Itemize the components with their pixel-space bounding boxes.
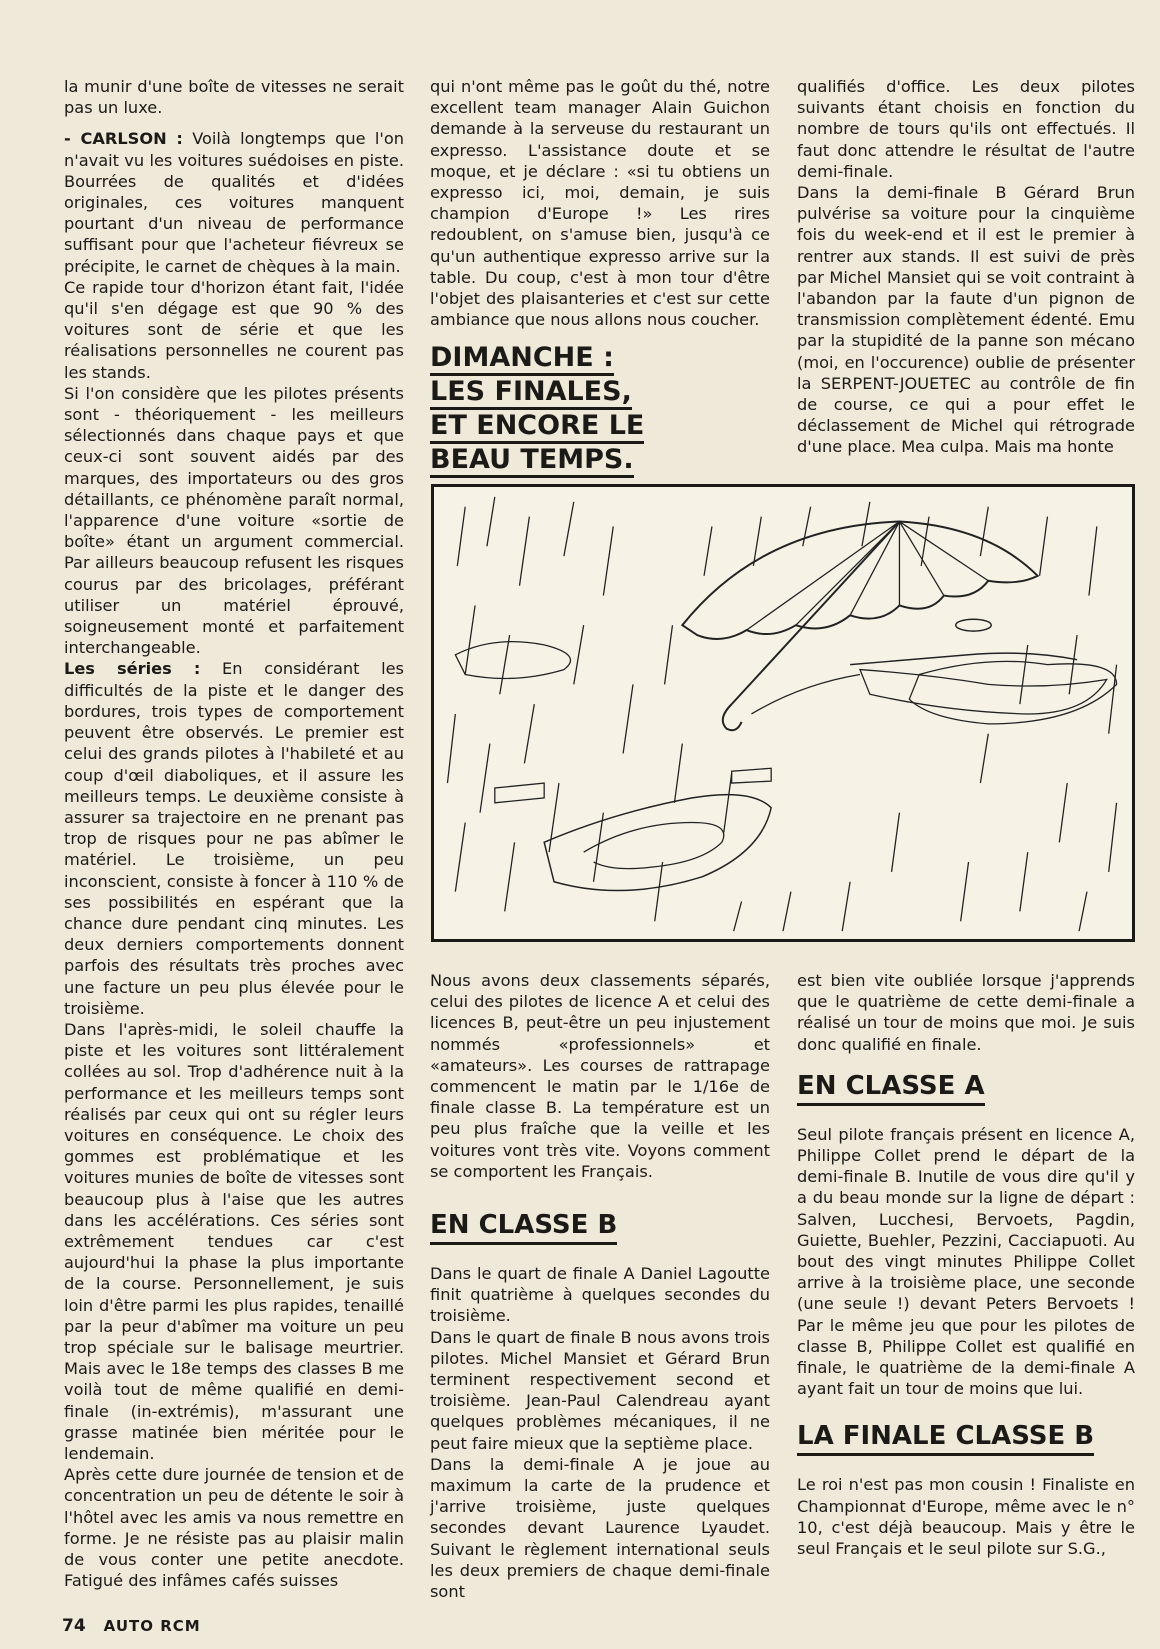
paragraph: qualifiés d'office. Les deux pilotes suivants étant choisis en fonction du nombre de tours qu'ils ont effectués. Il faut donc attendre le résultat de l'autre demi-finale. bbox=[797, 77, 1135, 181]
paragraph-lead: Les séries : bbox=[64, 659, 201, 679]
heading-line: LES FINALES, bbox=[430, 376, 632, 410]
section-heading-classe-a: EN CLASSE A bbox=[797, 1071, 985, 1106]
heading-line: BEAU TEMPS. bbox=[430, 444, 634, 478]
article-column-2-bottom bbox=[430, 970, 770, 1602]
publication-name: AUTO RCM bbox=[103, 1617, 201, 1635]
paragraph: Dans le quart de finale A Daniel Lagoutte finit quatrième à quelques secondes du troisième. bbox=[430, 1264, 770, 1326]
heading-line: DIMANCHE : bbox=[430, 342, 614, 376]
article-column-3-bottom bbox=[797, 970, 1135, 1559]
paragraph: Ce rapide tour d'horizon étant fait, l'idée qu'il s'en dégage est que 90 % des voitures sont de série et que les réalisations personnelles ne courent pas les stands. bbox=[64, 277, 404, 382]
paragraph: qui n'ont même pas le goût du thé, notre excellent team manager Alain Guichon demande à la serveuse du restaurant un expresso. L'assistance doute et se moque, et je déclare : «si tu obtiens un expresso ici, moi, demain, je suis champion d'Europe !» Les rires redoublent, on s'amuse bien, jusqu'à ce qu'un authentique expresso arrive sur la table. Du coup, c'est à mon tour d'être l'objet des plaisanteries et c'est sur cette ambiance que nous allons nous coucher. bbox=[430, 77, 770, 330]
paragraph: Si l'on considère que les pilotes présents sont - théoriquement - les meilleurs sélectionnés dans chaque pays et que ceux-ci sont souvent aidés par des marques, des importateurs ou des gros détaillants, ce phénomène paraît normal, l'apparence d'une voiture «sortie de boîte» étant un argument commercial. Par ailleurs beaucoup refusent les risques courus par des bricolages, préférant utiliser un matériel éprouvé, soigneusement monté et parfaitement interchangeable. bbox=[64, 383, 404, 658]
paragraph: Après cette dure journée de tension et de concentration un peu de détente le soir à l'hôtel avec les amis va nous remettre en forme. Je ne résiste pas au plaisir malin de vous conter une petite anecdote. Fatigué des infâmes cafés suisses bbox=[64, 1465, 404, 1591]
paragraph: Dans le quart de finale B nous avons trois pilotes. Michel Mansiet et Gérard Brun terminent respectivement second et troisième. Jean-Paul Calendreau ayant quelques problèmes mécaniques, il ne peut faire mieux que la septième place. bbox=[430, 1327, 770, 1453]
paragraph: Dans la demi-finale B Gérard Brun pulvérise sa voiture pour la cinquième fois du week-end et il est le premier à rentrer aux stands. Il est suivi de près par Michel Mansiet qui se voit contraint à l'abandon par la faute d'un pignon de transmission complètement édenté. Emu par la stupidité de la panne son mécano (moi, en l'occurence) oublie de présenter la SERPENT-JOUETEC au contrôle de fin de course, ce qui a pour effet le déclassement de Michel qui rétrograde d'une place. Mea culpa. Mais ma honte bbox=[797, 183, 1135, 457]
paragraph-series bbox=[64, 658, 404, 1018]
article-column-2-top bbox=[430, 76, 770, 478]
page-footer bbox=[62, 1616, 201, 1636]
cartoon-illustration bbox=[431, 484, 1135, 942]
angel-umbrella-rain-drawing bbox=[434, 487, 1132, 939]
paragraph: Dans l'après-midi, le soleil chauffe la piste et les voitures sont littéralement collées au sol. Trop d'adhérence nuit à la performance et les meilleurs temps sont réalisés par ceux qui ont su régler leurs voitures en conséquence. Le choix des gommes est problématique et les voitures munies de boîte de vitesses sont beaucoup plus à l'aise que les autres dans les accélérations. Ces séries sont extrêmement tendues car c'est aujourd'hui la phase la plus importante de la course. Personnellement, je suis loin d'être parmi les plus rapides, tenaillé par la peur d'abîmer ma voiture un peu trop spéciale sur le balisage meurtrier. Mais avec le 18e temps des classes B me voilà tout de même qualifié en demi-finale (in-extrémis), m'assurant une grasse matinée bien méritée pour le lendemain. bbox=[64, 1019, 404, 1463]
paragraph: la munir d'une boîte de vitesses ne serait pas un luxe. bbox=[64, 77, 404, 118]
paragraph-lead: - CARLSON : bbox=[64, 129, 183, 149]
paragraph: Le roi n'est pas mon cousin ! Finaliste en Championnat d'Europe, même avec le n° 10, c'est déjà beaucoup. Mais y être le seul Français et le seul pilote sur S.G., bbox=[797, 1475, 1135, 1559]
paragraph: Seul pilote français présent en licence A, Philippe Collet prend le départ de la demi-finale B. Inutile de vous dire qu'il y a du beau monde sur la ligne de départ : Salven, Lucchesi, Bervoets, Pagdin, Guiette, Buehler, Pezzini, Cacciapuoti. Au bout des vingt minutes Philippe Collet arrive à la troisième place, une seconde (une seule !) devant Peters Bervoets ! Par le même jeu que pour les pilotes de classe B, Philippe Collet est qualifié en finale, le quatrième de la demi-finale A ayant fait un tour de moins que lui. bbox=[797, 1124, 1135, 1399]
section-heading-dimanche bbox=[430, 342, 770, 478]
paragraph-text: En considérant les difficultés de la piste et le danger des bordures, trois types de comportement peuvent être observés. Le premier est celui des grands pilotes à l'habileté et au coup d'œil diaboliques, et il assure les meilleurs temps. Le deuxième consiste à assurer sa trajectoire en ne prenant pas trop de risques pour ne pas abîmer le matériel. Le troisième, un peu inconscient, consiste à foncer à 110 % de ses possibilités en espérant que la chance dure pendant cinq minutes. Les deux derniers comportements donnent parfois des résultats très proches avec une facture un peu plus élevée pour le troisième. bbox=[64, 659, 404, 1018]
heading-line: ET ENCORE LE bbox=[430, 410, 644, 444]
paragraph: Nous avons deux classements séparés, celui des pilotes de licence A et celui des licences B, peut-être un peu injustement nommés «professionnels» et «amateurs». Les courses de rattrapage commencent le matin par le 1/16e de finale classe B. La température est un peu plus fraîche que la veille et les voitures vont très vite. Voyons comment se comportent les Français. bbox=[430, 971, 770, 1181]
paragraph: Dans la demi-finale A je joue au maximum la carte de la prudence et j'arrive troisième, juste quelques secondes devant Laurence Lyaudet. Suivant le règlement international seuls les deux premiers de chaque demi-finale sont bbox=[430, 1454, 770, 1602]
paragraph-text: Voilà longtemps que l'on n'avait vu les voitures suédoises en piste. Bourrées de qualités et d'idées originales, ces voitures manquent pourtant d'un niveau de performance suffisant pour que l'acheteur fiévreux se précipite, le carnet de chèques à la main. bbox=[64, 129, 404, 276]
section-heading-finale-classe-b: LA FINALE CLASSE B bbox=[797, 1421, 1094, 1456]
paragraph: est bien vite oubliée lorsque j'apprends que le quatrième de cette demi-finale a réalisé un tour de moins que moi. Je suis donc qualifié en finale. bbox=[797, 971, 1135, 1054]
section-heading-classe-b: EN CLASSE B bbox=[430, 1210, 617, 1245]
article-column-3-top bbox=[797, 76, 1135, 458]
paragraph-carlson bbox=[64, 128, 404, 276]
page-number: 74 bbox=[62, 1616, 86, 1636]
article-column-1 bbox=[64, 76, 404, 1591]
